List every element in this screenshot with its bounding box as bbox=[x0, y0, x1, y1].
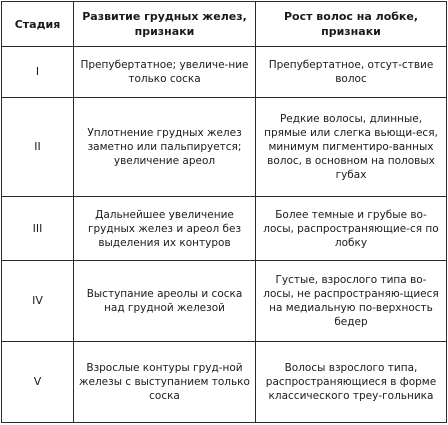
stage-cell: II bbox=[2, 98, 74, 197]
table-row bbox=[2, 197, 447, 261]
hair-cell: Волосы взрослого типа, распространяющиеся в форме классического треу-гольника bbox=[256, 342, 447, 423]
stage-cell: III bbox=[2, 197, 74, 261]
hair-cell: Более темные и грубые во-лосы, распространяющие-ся по лобку bbox=[256, 197, 447, 261]
breast-cell: Взрослые контуры груд-ной железы с выступанием только соска bbox=[74, 342, 256, 423]
hair-cell: Редкие волосы, длинные, прямые или слегка вьющи-еся, минимум пигментиро-ванных волос, в основном на половых губах bbox=[256, 98, 447, 197]
header-pubic-hair: Рост волос на лобке, признаки bbox=[256, 2, 447, 47]
header-breast-development: Развитие грудных желез, признаки bbox=[74, 2, 256, 47]
hair-cell: Густые, взрослого типа во-лосы, не распространяю-щиеся на медиальную по-верхность бедер bbox=[256, 261, 447, 342]
breast-cell: Выступание ареолы и соска над грудной железой bbox=[74, 261, 256, 342]
header-stage: Стадия bbox=[2, 2, 74, 47]
table-row bbox=[2, 261, 447, 342]
tanner-stages-table bbox=[1, 1, 447, 423]
table-header-row bbox=[2, 2, 447, 47]
breast-cell: Уплотнение грудных желез заметно или пальпируется; увеличение ареол bbox=[74, 98, 256, 197]
stage-cell: IV bbox=[2, 261, 74, 342]
table-row bbox=[2, 342, 447, 423]
stage-cell: V bbox=[2, 342, 74, 423]
stage-cell: I bbox=[2, 47, 74, 98]
breast-cell: Препубертатное; увеличе-ние только соска bbox=[74, 47, 256, 98]
breast-cell: Дальнейшее увеличение грудных желез и ареол без выделения их контуров bbox=[74, 197, 256, 261]
table-row bbox=[2, 47, 447, 98]
hair-cell: Препубертатное, отсут-ствие волос bbox=[256, 47, 447, 98]
table-row bbox=[2, 98, 447, 197]
